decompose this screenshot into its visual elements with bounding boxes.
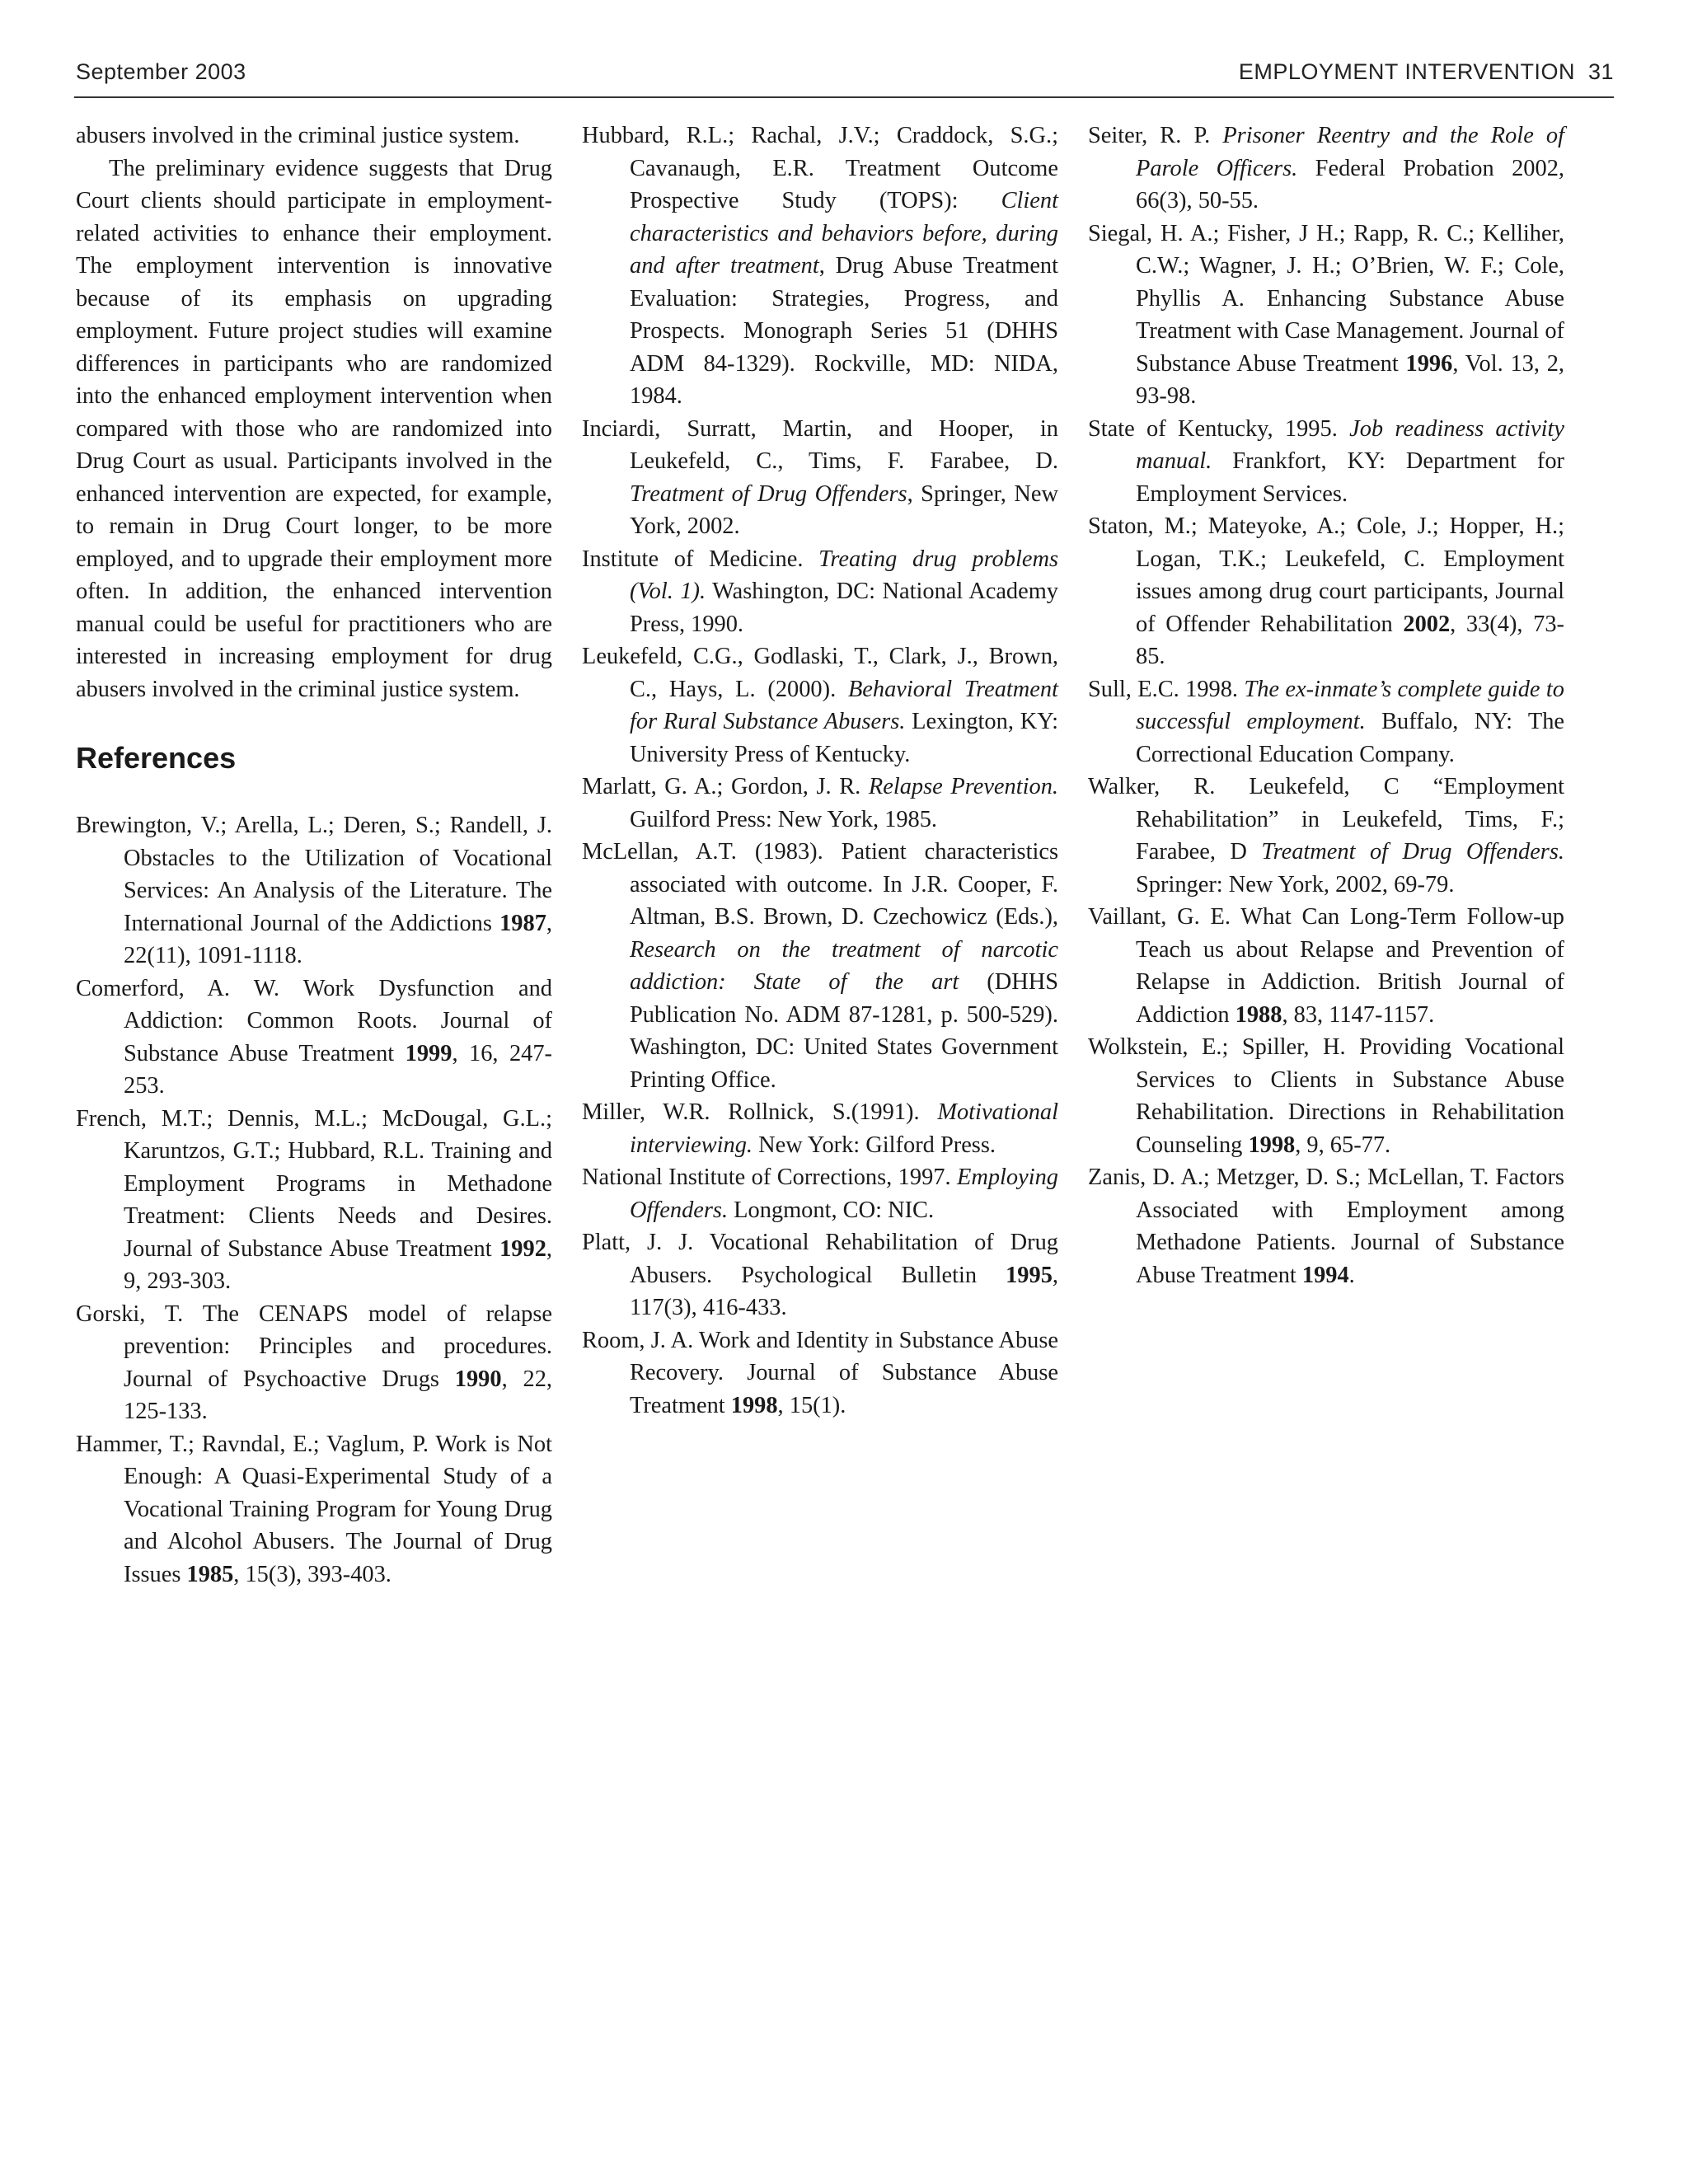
reference-text: Vaillant, G. E. What Can Long-Term Follow-up Teach us about Relapse and Prevention of Relapse in Addiction. British Journal of Addiction xyxy=(1088,904,1564,1028)
reference-text: Gorski, T. The CENAPS model of relapse prevention: Principles and procedures. Journal of Psychoactive Drugs xyxy=(76,1301,552,1392)
reference-entry xyxy=(582,120,1058,413)
reference-text: Springer: New York, 2002, 69-79. xyxy=(1136,871,1455,898)
reference-year: 1998 xyxy=(1248,1132,1296,1158)
reference-title: Prisoner Reentry and the Role of Parole Officers. xyxy=(1136,123,1565,181)
reference-entry xyxy=(76,809,552,972)
reference-entry xyxy=(76,1428,552,1591)
reference-entry xyxy=(582,836,1058,1096)
reference-text: , Drug Abuse Treatment Evaluation: Strategies, Progress, and Prospects. Monograph Series 51 (DHHS ADM 84-1329). Rockville, MD: NIDA, 1984. xyxy=(630,253,1058,409)
reference-text: , 117(3), 416-433. xyxy=(630,1262,1058,1320)
reference-text: Inciardi, Surratt, Martin, and Hooper, in Leukefeld, C., Tims, F. Farabee, D. xyxy=(582,415,1058,474)
reference-text: Staton, M.; Mateyoke, A.; Cole, J.; Hopper, H.; Logan, T.K.; Leukefeld, C. Employment issues among drug court participants, Journal of Offender Rehabilitation xyxy=(1088,513,1564,637)
reference-year: 1998 xyxy=(730,1392,778,1418)
section-page-label xyxy=(1239,59,1614,85)
reference-text: Seiter, R. P. xyxy=(1088,123,1223,148)
reference-year: 1992 xyxy=(499,1235,546,1262)
reference-entry xyxy=(1088,1161,1564,1291)
reference-text: Institute of Medicine. xyxy=(582,546,819,572)
reference-text: McLellan, A.T. (1983). Patient characteristics associated with outcome. In J.R. Cooper, F. Altman, B.S. Brown, D. Czechowicz (Eds.), xyxy=(582,839,1058,930)
reference-year: 1999 xyxy=(405,1040,452,1066)
reference-text: Wolkstein, E.; Spiller, H. Providing Vocational Services to Clients in Substance Abuse Rehabilitation. Directions in Rehabilitation Counseling xyxy=(1088,1034,1564,1158)
reference-title: Treating drug problems (Vol. 1). xyxy=(630,546,1058,604)
reference-year: 1990 xyxy=(454,1366,502,1392)
reference-text: , Springer, New York, 2002. xyxy=(630,480,1059,539)
reference-text: , 16, 247-253. xyxy=(124,1040,553,1099)
reference-text: , 9, 65-77. xyxy=(1295,1132,1391,1158)
reference-entry xyxy=(1088,673,1564,771)
reference-year: 1996 xyxy=(1405,350,1453,377)
reference-entry xyxy=(76,972,552,1103)
column-1 xyxy=(76,120,552,1591)
reference-title: Treatment of Drug Offenders. xyxy=(1261,839,1564,865)
reference-text: , 83, 1147-1157. xyxy=(1282,1001,1435,1028)
reference-title: Relapse Prevention. xyxy=(868,774,1058,799)
reference-entry xyxy=(582,1096,1058,1161)
reference-entry xyxy=(1088,218,1564,413)
running-head xyxy=(76,59,1614,85)
reference-text: , 22(11), 1091-1118. xyxy=(124,910,552,968)
page-number: 31 xyxy=(1587,59,1614,84)
reference-text: Hubbard, R.L.; Rachal, J.V.; Craddock, S.G.; Cavanaugh, E.R. Treatment Outcome Prospective Study (TOPS): xyxy=(582,123,1058,213)
reference-entry xyxy=(1088,510,1564,673)
reference-title: Job readiness activity manual. xyxy=(1136,415,1564,474)
reference-entry xyxy=(1088,1031,1564,1161)
reference-entry xyxy=(76,1103,552,1298)
reference-year: 1985 xyxy=(186,1561,234,1587)
reference-text: Marlatt, G. A.; Gordon, J. R. xyxy=(582,774,869,799)
reference-text: Platt, J. J. Vocational Rehabilitation of Drug Abusers. Psychological Bulletin xyxy=(582,1230,1058,1288)
section-name: EMPLOYMENT INTERVENTION xyxy=(1238,59,1575,84)
reference-text: Siegal, H. A.; Fisher, J H.; Rapp, R. C.; Kelliher, C.W.; Wagner, J. H.; O’Brien, W. F.; Cole, Phyllis A. Enhancing Substance Abuse Treatment with Case Management. Journal of Substance Abuse Treatment xyxy=(1088,220,1564,377)
reference-text: Brewington, V.; Arella, L.; Deren, S.; Randell, J. Obstacles to the Utilization of Vocational Services: An Analysis of the Literature. The International Journal of the Addictions xyxy=(76,813,552,936)
reference-entry xyxy=(1088,413,1564,511)
reference-text: Sull, E.C. 1998. xyxy=(1088,676,1245,702)
reference-text: Buffalo, NY: The Correctional Education Company. xyxy=(1136,709,1564,767)
reference-title: Client characteristics and behaviors before, during and after treatment xyxy=(630,188,1058,279)
reference-text: Guilford Press: New York, 1985. xyxy=(630,806,938,832)
reference-entry xyxy=(582,771,1058,836)
column-2 xyxy=(582,120,1058,1422)
reference-text: New York: Gilford Press. xyxy=(753,1132,996,1158)
reference-text: French, M.T.; Dennis, M.L.; McDougal, G.L.; Karuntzos, G.T.; Hubbard, R.L. Training and Employment Programs in Methadone Treatment: Clients Needs and Desires. Journal of Substance Abuse Treatment xyxy=(76,1105,552,1262)
reference-text: Hammer, T.; Ravndal, E.; Vaglum, P. Work is Not Enough: A Quasi-Experimental Study of a Vocational Training Program for Young Drug and Alcohol Abusers. The Journal of Drug Issues xyxy=(76,1431,552,1587)
reference-entry xyxy=(1088,771,1564,901)
reference-text: Federal Probation 2002, 66(3), 50-55. xyxy=(1136,155,1564,213)
column-3 xyxy=(1088,120,1564,1291)
reference-text: Lexington, KY: University Press of Kentucky. xyxy=(630,709,1058,767)
reference-text: , 15(3), 393-403. xyxy=(233,1561,392,1587)
reference-title: Behavioral Treatment for Rural Substance Abusers. xyxy=(630,676,1058,734)
reference-year: 1987 xyxy=(499,910,546,936)
reference-text: , Vol. 13, 2, 93-98. xyxy=(1136,350,1564,409)
reference-title: Employing Offenders. xyxy=(630,1165,1058,1223)
reference-text: , 33(4), 73-85. xyxy=(1136,611,1564,669)
reference-title: Motivational interviewing. xyxy=(630,1099,1058,1158)
reference-title: Research on the treatment of narcotic addiction: State of the art xyxy=(630,936,1058,995)
reference-text: Room, J. A. Work and Identity in Substance Abuse Recovery. Journal of Substance Abuse Treatment xyxy=(582,1327,1058,1418)
reference-text: , 9, 293-303. xyxy=(124,1235,552,1294)
reference-text: Leukefeld, C.G., Godlaski, T., Clark, J., Brown, C., Hays, L. (2000). xyxy=(582,644,1058,702)
reference-text: Comerford, A. W. Work Dysfunction and Addiction: Common Roots. Journal of Substance Abuse Treatment xyxy=(76,975,552,1066)
reference-year: 2002 xyxy=(1403,611,1451,637)
reference-text: , 15(1). xyxy=(777,1392,846,1418)
reference-text: . xyxy=(1348,1262,1355,1288)
reference-text: (DHHS Publication No. ADM 87-1281, p. 500-529). Washington, DC: United States Government Printing Office. xyxy=(630,969,1058,1093)
reference-year: 1995 xyxy=(1006,1262,1053,1288)
body-paragraph: The preliminary evidence suggests that Drug Court clients should participate in employment-related activities to enhance their employment. The employment intervention is innovative because of its emphasis on upgrading employment. Future project studies will examine differences in participants who are randomized into the enhanced employment intervention when compared with those who are randomized into Drug Court as usual. Participants involved in the enhanced intervention are expected, for example, to remain in Drug Court longer, to be more employed, and to upgrade their employment more often. In addition, the enhanced intervention manual could be useful for practitioners who are interested in increasing employment for drug abusers involved in the criminal justice system. xyxy=(76,155,552,702)
body-paragraph: abusers involved in the criminal justice system. xyxy=(76,123,520,148)
reference-entry xyxy=(582,413,1058,543)
reference-entry xyxy=(582,543,1058,641)
reference-entry xyxy=(1088,120,1564,218)
reference-entry xyxy=(582,1324,1058,1422)
reference-entry xyxy=(1088,901,1564,1031)
reference-text: Frankfort, KY: Department for Employment Services. xyxy=(1136,448,1564,507)
reference-text: Washington, DC: National Academy Press, 1990. xyxy=(630,579,1058,637)
reference-text: Longmont, CO: NIC. xyxy=(728,1197,935,1223)
reference-entry xyxy=(582,1161,1058,1226)
reference-entry xyxy=(582,640,1058,771)
reference-text: Walker, R. Leukefeld, C “Employment Rehabilitation” in Leukefeld, Tims, F.; Farabee, D xyxy=(1088,774,1564,865)
references-heading: References xyxy=(76,741,237,775)
reference-text: Miller, W.R. Rollnick, S.(1991). xyxy=(582,1099,938,1125)
header-rule xyxy=(74,96,1614,98)
issue-date: September 2003 xyxy=(76,59,246,84)
reference-entry xyxy=(76,1298,552,1428)
reference-entry xyxy=(582,1226,1058,1324)
reference-text: State of Kentucky, 1995. xyxy=(1088,415,1350,442)
reference-text: National Institute of Corrections, 1997. xyxy=(582,1165,957,1190)
reference-year: 1994 xyxy=(1301,1262,1349,1288)
reference-text: , 22, 125-133. xyxy=(124,1366,552,1424)
reference-title: The ex-inmate’s complete guide to successful employment. xyxy=(1136,676,1564,734)
reference-text: Zanis, D. A.; Metzger, D. S.; McLellan, T. Factors Associated with Employment among Methadone Patients. Journal of Substance Abuse Treatment xyxy=(1088,1165,1564,1288)
reference-year: 1988 xyxy=(1235,1001,1282,1028)
reference-title: Treatment of Drug Offenders xyxy=(630,480,907,507)
